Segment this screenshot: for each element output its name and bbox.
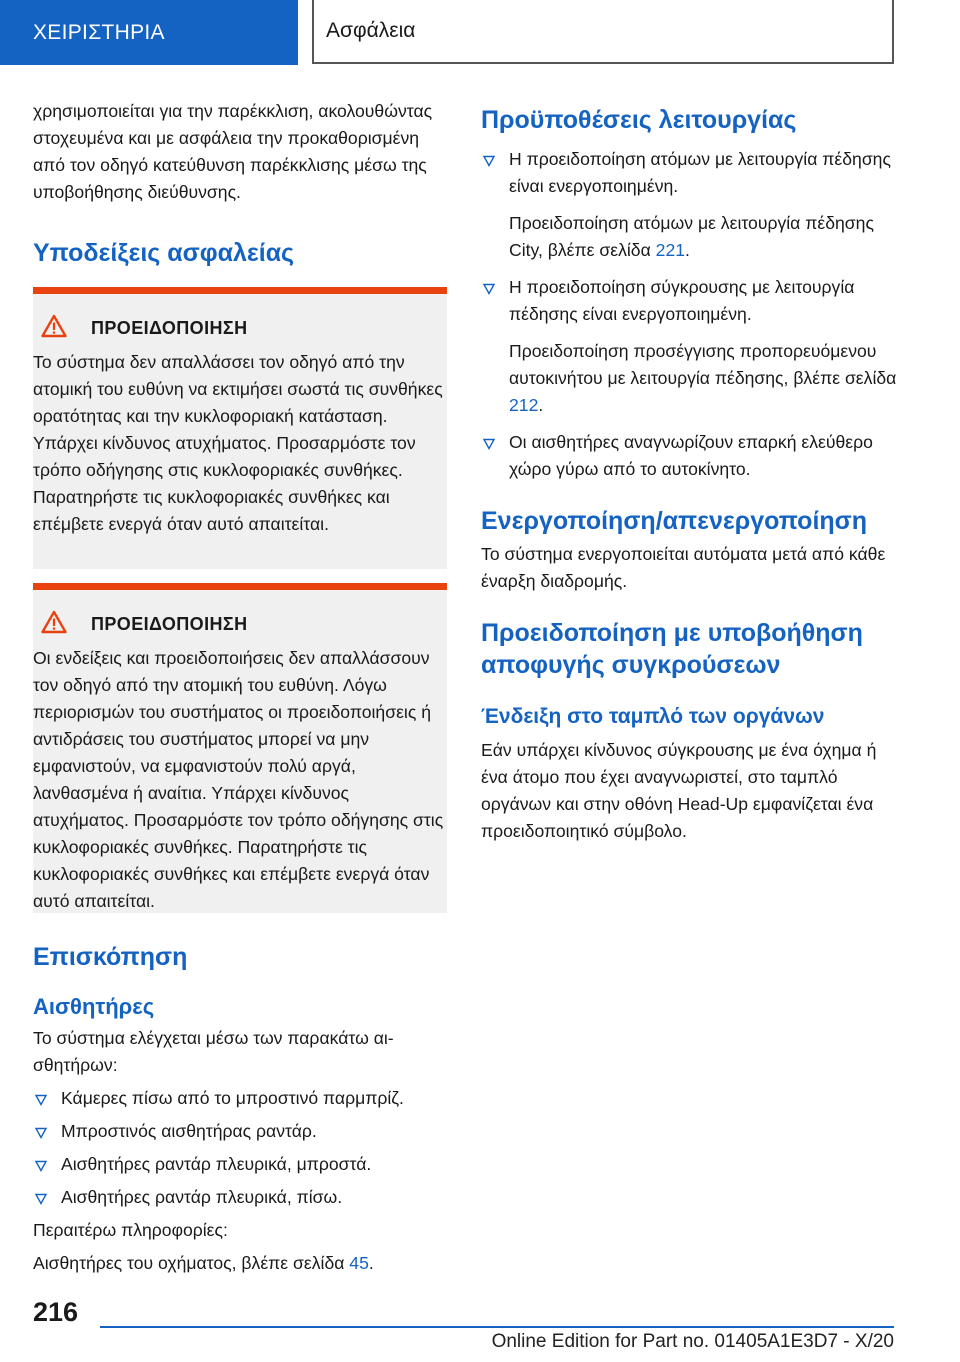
- display-heading: Ένδειξη στο ταμπλό των οργάνων: [481, 705, 825, 728]
- further-info-label: Περαιτέρω πληροφορίες:: [33, 1220, 228, 1240]
- page-link-45[interactable]: 45: [349, 1253, 369, 1273]
- left-column: [33, 98, 447, 1277]
- activation-text: Το σύστημα ενεργοποιείται αυτόματα μετά από κάθε έναρξη διαδρομής.: [481, 544, 886, 591]
- cross-reference: Προειδοποίηση προσέγγισης προπορευόμενου αυτοκινήτου με λειτουργία πέδησης, βλέπε σελίδα 212.: [509, 341, 897, 415]
- warning-assist-heading: Προειδοποίηση με υποβοήθηση αποφυγής συγκρούσεων: [481, 619, 863, 679]
- section-title: Ασφάλεια: [326, 19, 416, 42]
- list-item: Η προειδοποίηση σύγκρουσης με λειτουργία πέδησης είναι ενεργοποιημένη. Προειδοποίηση προσέγγισης προπορευόμενου αυτοκινήτου με λειτουργία πέδησης, βλέπε σελίδα 212.: [481, 274, 901, 419]
- list-item: Κάμερες πίσω από το μπροστινό παρμπρίζ.: [33, 1085, 447, 1112]
- overview-heading: Επισκόπηση: [33, 943, 188, 971]
- display-text: Εάν υπάρχει κίνδυνος σύγκρουσης με ένα όχημα ή ένα άτομο που έχει αναγνωριστεί, στο ταμπλό οργάνων και στην οθόνη Head-Up εμφανίζεται ένα προειδοποιητικό σύμβολο.: [481, 740, 877, 841]
- cross-reference: Προειδοποίηση ατόμων με λειτουργία πέδησης City, βλέπε σελίδα 221.: [509, 213, 874, 260]
- bullet-triangle-icon: [483, 438, 495, 450]
- bullet-triangle-icon: [483, 283, 495, 295]
- sensor-list: [33, 1085, 447, 1211]
- bullet-triangle-icon: [35, 1094, 47, 1106]
- section-tab: [312, 0, 894, 64]
- warning-box-1: [33, 287, 447, 569]
- sensors-heading: Αισθητήρες: [33, 994, 155, 1019]
- list-item: Μπροστινός αισθητήρας ραντάρ.: [33, 1118, 447, 1145]
- prereq-list: [481, 146, 901, 483]
- sensors-intro: Το σύστημα ελέγχεται μέσω των παρακάτω αισθητήρων:: [33, 1028, 394, 1075]
- bullet-triangle-icon: [35, 1160, 47, 1172]
- chapter-tab: [0, 0, 298, 65]
- warning-text: Το σύστημα δεν απαλλάσσει τον οδηγό από την ατομική του ευθύνη να εκτιμήσει σωστά τις συνθήκες ορατότητας και την κυκλοφοριακή κατάσταση. Υπάρχει κίνδυνος ατυχήματος. Προσαρμόστε τον τρόπο οδήγησης στις κυκλοφοριακές συνθήκες. Παρατηρήστε τις κυκλοφοριακές συνθήκες και επέμβετε ενεργά όταν αυτό απαιτείται.: [33, 352, 443, 534]
- list-item: Αισθητήρες ραντάρ πλευρικά, πίσω.: [33, 1184, 447, 1211]
- safety-heading: Υποδείξεις ασφαλείας: [33, 239, 295, 267]
- right-column: [481, 98, 901, 845]
- page-number: 216: [33, 1297, 79, 1327]
- bullet-triangle-icon: [35, 1193, 47, 1205]
- warning-header: [41, 610, 447, 639]
- bullet-triangle-icon: [35, 1127, 47, 1139]
- prereq-heading: Προϋποθέσεις λειτουργίας: [481, 106, 797, 134]
- warning-text: Οι ενδείξεις και προειδοποιήσεις δεν απαλλάσσουν τον οδηγό από την ατομική του ευθύνη. Λόγω περιορισμών του συστήματος οι προειδοποιήσεις ή αντιδράσεις του συστήματος μπορεί να μην εμφανιστούν, να εμφανιστούν πολύ αργά, λανθασμένα ή αναίτια. Υπάρχει κίνδυνος ατυχήματος. Προσαρμόστε τον τρόπο οδήγησης στις κυκλοφοριακές συνθήκες. Παρατηρήστε τις κυκλοφοριακές συνθήκες και επέμβετε ενεργά όταν αυτό απαιτείται.: [33, 648, 444, 911]
- chapter-title: ΧΕΙΡΙΣΤΗΡΙΑ: [33, 20, 165, 44]
- warning-title: ΠΡΟΕΙΔΟΠΟΙΗΣΗ: [91, 614, 248, 634]
- footer-edition: Online Edition for Part no. 01405A1E3D7 - X/20: [491, 1331, 894, 1352]
- list-item: Οι αισθητήρες αναγνωρίζουν επαρκή ελεύθερο χώρο γύρω από το αυτοκίνητο.: [481, 429, 901, 483]
- intro-paragraph: χρησιμοποιείται για την παρέκκλιση, ακολουθώντας στοχευμένα και με ασφάλεια την προκαθορισμένη από τον οδηγό κατεύθυνση παρέκκλισης μέσω της υποβοήθησης διεύθυνσης.: [33, 101, 433, 202]
- page-link-221[interactable]: 221: [655, 240, 686, 260]
- warning-box-2: [33, 583, 447, 913]
- warning-triangle-icon: [41, 314, 67, 343]
- page-link-212[interactable]: 212: [509, 395, 539, 415]
- warning-triangle-icon: [41, 610, 67, 639]
- sensor-reference: Αισθητήρες του οχήματος, βλέπε σελίδα 45.: [33, 1253, 374, 1273]
- activation-heading: Ενεργοποίηση/απενεργοποίηση: [481, 507, 868, 535]
- warning-title: ΠΡΟΕΙΔΟΠΟΙΗΣΗ: [91, 318, 248, 338]
- warning-header: [41, 314, 447, 343]
- bullet-triangle-icon: [483, 155, 495, 167]
- list-item: Αισθητήρες ραντάρ πλευρικά, μπροστά.: [33, 1151, 447, 1178]
- footer-divider: [100, 1326, 894, 1328]
- list-item: Η προειδοποίηση ατόμων με λειτουργία πέδησης είναι ενεργοποιημένη. Προειδοποίηση ατόμων με λειτουργία πέδησης City, βλέπε σελίδα 221.: [481, 146, 901, 264]
